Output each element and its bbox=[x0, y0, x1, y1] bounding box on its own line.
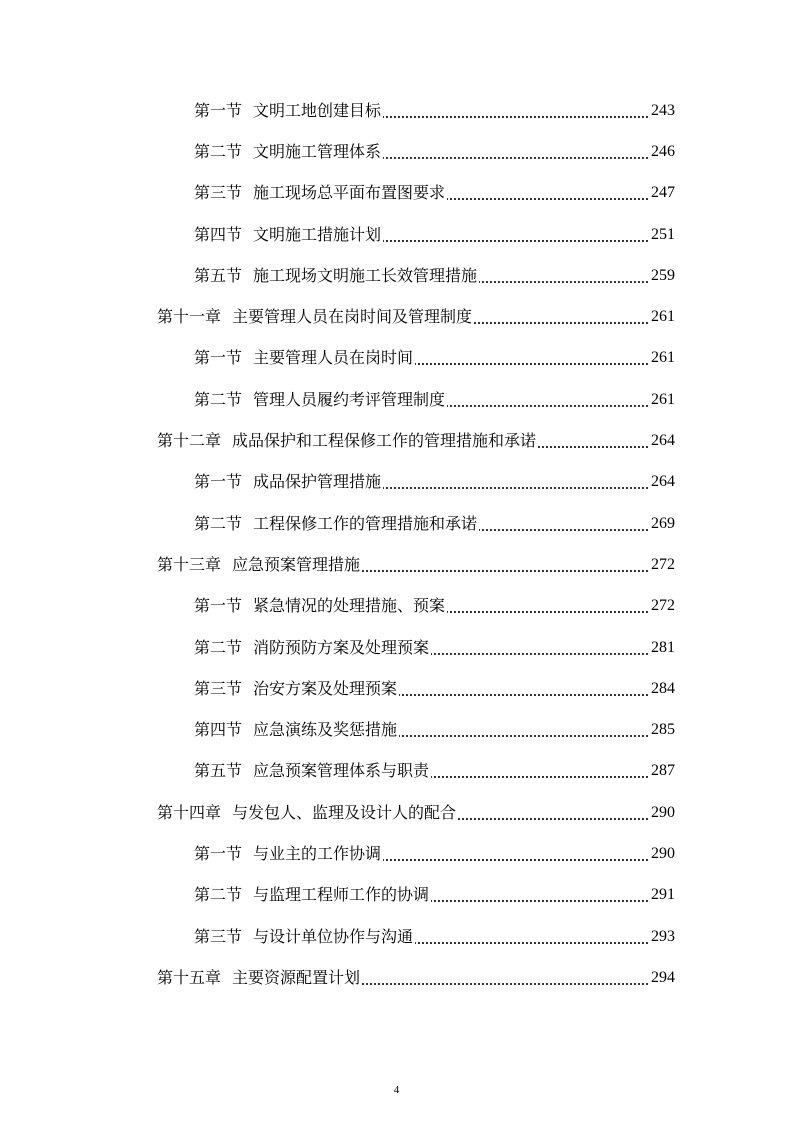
toc-entry-title: 应急预案管理体系与职责 bbox=[253, 761, 430, 781]
toc-section-entry[interactable] bbox=[0, 90, 675, 131]
toc-entry-title: 主要管理人员在岗时间及管理制度 bbox=[232, 307, 473, 327]
toc-chapter-entry[interactable] bbox=[0, 420, 675, 461]
toc-section-entry[interactable] bbox=[0, 255, 675, 296]
toc-dot-leader bbox=[479, 528, 649, 532]
toc-section-entry[interactable] bbox=[0, 379, 675, 420]
toc-dot-leader bbox=[447, 610, 649, 614]
toc-entry-title: 与发包人、监理及设计人的配合 bbox=[232, 802, 457, 822]
toc-dot-leader bbox=[447, 404, 649, 408]
toc-dot-leader bbox=[383, 115, 649, 119]
toc-entry-title: 主要资源配置计划 bbox=[232, 967, 361, 987]
toc-entry-title: 成品保护和工程保修工作的管理措施和承诺 bbox=[232, 431, 537, 451]
toc-entry-page: 281 bbox=[651, 638, 675, 656]
toc-entry-page: 243 bbox=[651, 101, 675, 119]
toc-dot-leader bbox=[362, 569, 649, 573]
toc-dot-leader bbox=[447, 197, 649, 201]
toc-entry-number: 第一节 bbox=[194, 472, 243, 492]
toc-dot-leader bbox=[474, 321, 649, 325]
page-number: 4 bbox=[393, 1084, 400, 1096]
toc-entry-page: 261 bbox=[651, 349, 675, 367]
toc-entry-title: 与监理工程师工作的协调 bbox=[253, 885, 430, 905]
toc-entry-page: 246 bbox=[651, 142, 675, 160]
toc-entry-title: 成品保护管理措施 bbox=[253, 472, 382, 492]
toc-section-entry[interactable] bbox=[0, 668, 675, 709]
toc-entry-title: 与业主的工作协调 bbox=[253, 843, 382, 863]
toc-entry-number: 第一节 bbox=[194, 348, 243, 368]
toc-entry-title: 管理人员履约考评管理制度 bbox=[253, 389, 446, 409]
toc-entry-number: 第四节 bbox=[194, 720, 243, 740]
toc-entry-number: 第四节 bbox=[194, 224, 243, 244]
toc-entry-number: 第二节 bbox=[194, 389, 243, 409]
toc-entry-number: 第二节 bbox=[194, 141, 243, 161]
toc-entry-title: 主要管理人员在岗时间 bbox=[253, 348, 414, 368]
toc-section-entry[interactable] bbox=[0, 462, 675, 503]
toc-entry-page: 284 bbox=[651, 679, 675, 697]
toc-entry-page: 261 bbox=[651, 390, 675, 408]
toc-entry-number: 第一节 bbox=[194, 843, 243, 863]
toc-entry-number: 第二节 bbox=[194, 637, 243, 657]
toc-dot-leader bbox=[415, 362, 649, 366]
toc-entry-number: 第五节 bbox=[194, 265, 243, 285]
toc-entry-page: 294 bbox=[651, 968, 675, 986]
toc-entry-title: 文明工地创建目标 bbox=[253, 100, 382, 120]
toc-entry-page: 290 bbox=[651, 803, 675, 821]
toc-section-entry[interactable] bbox=[0, 627, 675, 668]
toc-chapter-entry[interactable] bbox=[0, 296, 675, 337]
toc-entry-page: 251 bbox=[651, 225, 675, 243]
toc-entry-page: 285 bbox=[651, 721, 675, 739]
toc-entry-number: 第十二章 bbox=[157, 431, 222, 451]
toc-chapter-entry[interactable] bbox=[0, 792, 675, 833]
toc-entry-page: 264 bbox=[651, 473, 675, 491]
toc-entry-page: 269 bbox=[651, 514, 675, 532]
toc-entry-title: 紧急情况的处理措施、预案 bbox=[253, 596, 446, 616]
toc-chapter-entry[interactable] bbox=[0, 957, 675, 998]
toc-section-entry[interactable] bbox=[0, 173, 675, 214]
toc-dot-leader bbox=[383, 486, 649, 490]
toc-entry-number: 第一节 bbox=[194, 596, 243, 616]
toc-entry-title: 文明施工措施计划 bbox=[253, 224, 382, 244]
toc-dot-leader bbox=[431, 899, 649, 903]
toc-entry-number: 第十三章 bbox=[157, 554, 222, 574]
toc-section-entry[interactable] bbox=[0, 338, 675, 379]
toc-section-entry[interactable] bbox=[0, 916, 675, 957]
toc-entry-number: 第三节 bbox=[194, 678, 243, 698]
toc-dot-leader bbox=[458, 817, 649, 821]
toc-entry-page: 272 bbox=[651, 597, 675, 615]
toc-entry-number: 第二节 bbox=[194, 885, 243, 905]
toc-entry-number: 第十四章 bbox=[157, 802, 222, 822]
toc-entry-number: 第一节 bbox=[194, 100, 243, 120]
toc-entry-title: 消防预防方案及处理预案 bbox=[253, 637, 430, 657]
toc-dot-leader bbox=[538, 445, 649, 449]
toc-entry-page: 290 bbox=[651, 844, 675, 862]
toc-dot-leader bbox=[479, 280, 649, 284]
toc-section-entry[interactable] bbox=[0, 709, 675, 750]
toc-dot-leader bbox=[399, 693, 649, 697]
toc-entry-number: 第十一章 bbox=[157, 307, 222, 327]
toc-dot-leader bbox=[415, 941, 649, 945]
toc-section-entry[interactable] bbox=[0, 875, 675, 916]
toc-entry-title: 应急演练及奖惩措施 bbox=[253, 720, 398, 740]
toc-entry-title: 施工现场总平面布置图要求 bbox=[253, 183, 446, 203]
toc-section-entry[interactable] bbox=[0, 503, 675, 544]
toc-dot-leader bbox=[431, 775, 649, 779]
toc-entry-title: 施工现场文明施工长效管理措施 bbox=[253, 265, 478, 285]
toc-entry-number: 第十五章 bbox=[157, 967, 222, 987]
toc-entry-page: 264 bbox=[651, 432, 675, 450]
toc-section-entry[interactable] bbox=[0, 131, 675, 172]
toc-dot-leader bbox=[399, 734, 649, 738]
toc-section-entry[interactable] bbox=[0, 586, 675, 627]
toc-entry-title: 应急预案管理措施 bbox=[232, 554, 361, 574]
toc-entry-title: 与设计单位协作与沟通 bbox=[253, 926, 414, 946]
toc-entry-title: 工程保修工作的管理措施和承诺 bbox=[253, 513, 478, 533]
toc-entry-page: 287 bbox=[651, 762, 675, 780]
toc-entry-page: 247 bbox=[651, 184, 675, 202]
toc-dot-leader bbox=[431, 652, 649, 656]
toc-dot-leader bbox=[383, 239, 649, 243]
toc-entry-number: 第三节 bbox=[194, 926, 243, 946]
toc-entry-page: 272 bbox=[651, 555, 675, 573]
toc-dot-leader bbox=[383, 858, 649, 862]
toc-entry-title: 文明施工管理体系 bbox=[253, 141, 382, 161]
toc-entry-title: 治安方案及处理预案 bbox=[253, 678, 398, 698]
toc-entry-page: 259 bbox=[651, 266, 675, 284]
toc-entry-number: 第五节 bbox=[194, 761, 243, 781]
toc-section-entry[interactable] bbox=[0, 214, 675, 255]
table-of-contents bbox=[0, 90, 793, 999]
toc-dot-leader bbox=[362, 982, 649, 986]
toc-entry-number: 第三节 bbox=[194, 183, 243, 203]
toc-entry-page: 291 bbox=[651, 886, 675, 904]
toc-entry-number: 第二节 bbox=[194, 513, 243, 533]
toc-dot-leader bbox=[383, 156, 649, 160]
toc-entry-page: 293 bbox=[651, 927, 675, 945]
toc-section-entry[interactable] bbox=[0, 833, 675, 874]
toc-chapter-entry[interactable] bbox=[0, 544, 675, 585]
toc-entry-page: 261 bbox=[651, 308, 675, 326]
toc-section-entry[interactable] bbox=[0, 751, 675, 792]
